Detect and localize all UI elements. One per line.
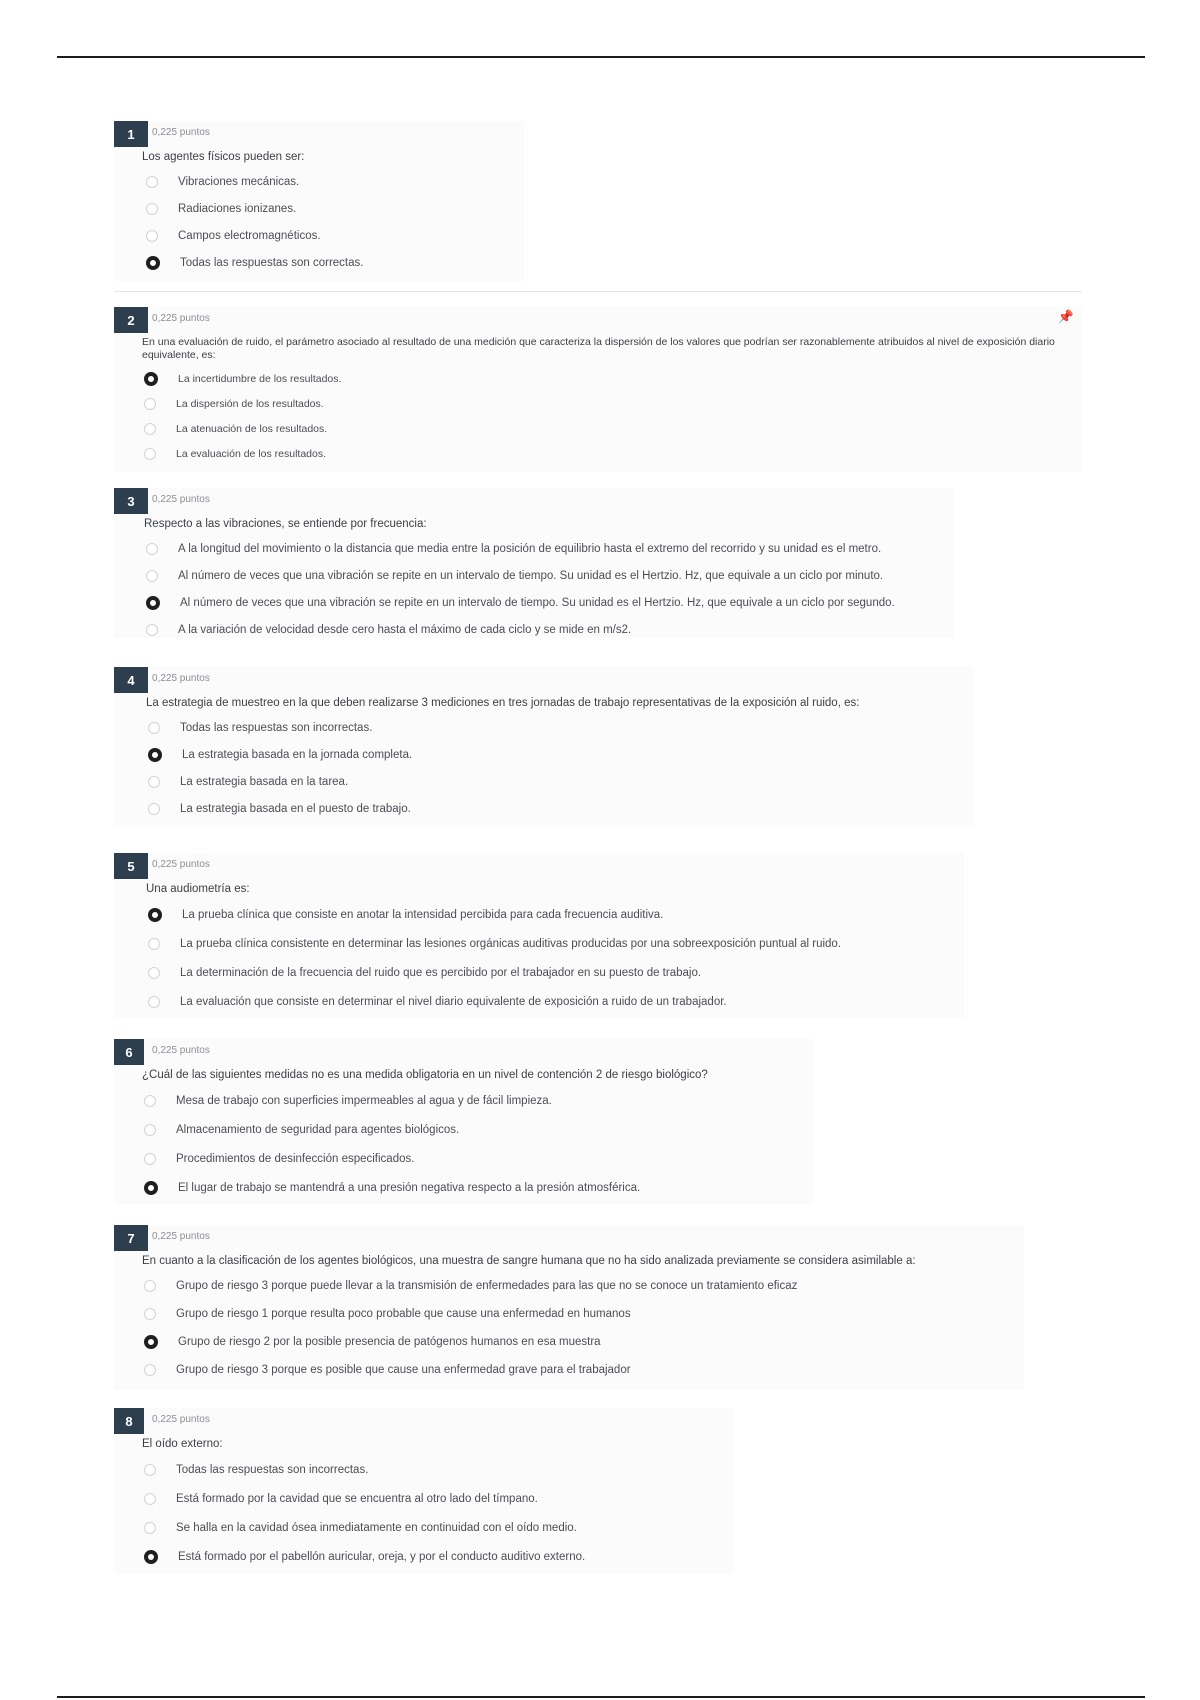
answer-option[interactable] — [114, 1455, 734, 1484]
answer-label: La estrategia basada en la tarea. — [180, 775, 349, 788]
radio-button[interactable] — [148, 803, 160, 815]
answer-option[interactable] — [114, 416, 1082, 441]
question-1 — [114, 121, 524, 281]
answer-option[interactable] — [114, 366, 1082, 391]
question-5 — [114, 853, 964, 1018]
answer-label: Todas las respuestas son correctas. — [180, 256, 364, 269]
answer-label: Vibraciones mecánicas. — [178, 175, 300, 188]
question-7 — [114, 1225, 1024, 1390]
answer-option[interactable] — [114, 249, 524, 276]
answer-label: Todas las respuestas son incorrectas. — [176, 1463, 369, 1476]
answer-option[interactable] — [114, 1086, 814, 1115]
answer-label: La dispersión de los resultados. — [176, 397, 324, 410]
bottom-rule — [57, 1696, 1145, 1698]
answer-option[interactable] — [114, 929, 964, 958]
question-number: 3 — [114, 488, 148, 514]
question-number: 1 — [114, 121, 148, 147]
question-number: 5 — [114, 853, 148, 879]
question-number: 6 — [114, 1039, 144, 1065]
question-points: 0,225 puntos — [152, 859, 210, 870]
question-text: Una audiometría es: — [146, 883, 250, 895]
answer-option[interactable] — [114, 222, 524, 249]
radio-button[interactable] — [148, 967, 160, 979]
answer-label: Al número de veces que una vibración se repite en un intervalo de tiempo. Su unidad es el Hertzio. Hz, que equivale a un ciclo por minuto. — [178, 569, 884, 582]
question-points: 0,225 puntos — [152, 1045, 210, 1056]
answer-option[interactable] — [114, 1484, 734, 1513]
answer-label: Campos electromagnéticos. — [178, 229, 321, 242]
answer-label: Radiaciones ionizanes. — [178, 202, 297, 215]
answer-option[interactable] — [114, 795, 974, 822]
question-text: La estrategia de muestreo en la que deben realizarse 3 mediciones en tres jornadas de trabajo representativas de la exposición al ruido, es: — [146, 697, 860, 709]
answer-option[interactable] — [114, 441, 1082, 466]
radio-button[interactable] — [146, 230, 158, 242]
question-number: 7 — [114, 1225, 148, 1251]
answer-label: Todas las respuestas son incorrectas. — [180, 721, 373, 734]
top-rule — [57, 56, 1145, 58]
radio-button[interactable] — [144, 1464, 156, 1476]
answer-label: A la variación de velocidad desde cero hasta el máximo de cada ciclo y se mide en m/s2. — [178, 623, 632, 636]
radio-button-selected[interactable] — [146, 256, 160, 270]
answer-option[interactable] — [114, 1272, 1024, 1300]
answer-option[interactable] — [114, 741, 974, 768]
question-number: 2 — [114, 307, 148, 333]
answer-label: Está formado por el pabellón auricular, oreja, y por el conducto auditivo externo. — [178, 1550, 586, 1563]
answer-label: La incertidumbre de los resultados. — [178, 372, 342, 385]
answer-label: La prueba clínica que consiste en anotar la intensidad percibida para cada frecuencia auditiva. — [182, 908, 664, 921]
radio-button-selected[interactable] — [146, 596, 160, 610]
answer-label: Mesa de trabajo con superficies impermeables al agua y de fácil limpieza. — [176, 1094, 552, 1107]
radio-button[interactable] — [144, 1095, 156, 1107]
answer-label: Procedimientos de desinfección especificados. — [176, 1152, 415, 1165]
question-points: 0,225 puntos — [152, 127, 210, 138]
answer-label: La evaluación de los resultados. — [176, 447, 327, 460]
radio-button[interactable] — [144, 398, 156, 410]
question-6 — [114, 1039, 814, 1204]
question-4 — [114, 667, 974, 827]
radio-button[interactable] — [144, 1364, 156, 1376]
answer-label: La evaluación que consiste en determinar el nivel diario equivalente de exposición a ruido de un trabajador. — [180, 995, 727, 1008]
answer-option[interactable] — [114, 900, 964, 929]
radio-button[interactable] — [148, 776, 160, 788]
question-3 — [114, 488, 954, 638]
answer-label: La determinación de la frecuencia del ruido que es percibido por el trabajador en su puesto de trabajo. — [180, 966, 702, 979]
answer-label: El lugar de trabajo se mantendrá a una presión negativa respecto a la presión atmosférica. — [178, 1181, 641, 1194]
question-text: En una evaluación de ruido, el parámetro asociado al resultado de una medición que caracteriza la dispersión de los valores que podrían ser razonablemente atribuidos al nivel de exposición diario equivalente, es: — [142, 336, 1055, 361]
radio-button-selected[interactable] — [144, 1181, 158, 1195]
question-text: Respecto a las vibraciones, se entiende por frecuencia: — [144, 518, 427, 530]
answer-option[interactable] — [114, 714, 974, 741]
radio-button[interactable] — [144, 448, 156, 460]
radio-button[interactable] — [144, 1493, 156, 1505]
answer-label: Está formado por la cavidad que se encuentra al otro lado del tímpano. — [176, 1492, 538, 1505]
answer-option[interactable] — [114, 987, 964, 1016]
question-2 — [114, 307, 1082, 472]
radio-button[interactable] — [148, 722, 160, 734]
radio-button[interactable] — [146, 543, 158, 555]
question-number: 8 — [114, 1408, 144, 1434]
radio-button-selected[interactable] — [144, 1335, 158, 1349]
question-number: 4 — [114, 667, 148, 693]
answer-option[interactable] — [114, 1300, 1024, 1328]
radio-button[interactable] — [148, 938, 160, 950]
question-text: ¿Cuál de las siguientes medidas no es una medida obligatoria en un nivel de contención 2 de riesgo biológico? — [142, 1069, 708, 1081]
answer-option[interactable] — [114, 1356, 1024, 1384]
radio-button[interactable] — [148, 996, 160, 1008]
answer-label: Grupo de riesgo 1 porque resulta poco probable que cause una enfermedad en humanos — [176, 1308, 631, 1320]
answer-label: La estrategia basada en la jornada completa. — [182, 748, 413, 761]
question-8 — [114, 1408, 734, 1573]
answer-label: La atenuación de los resultados. — [176, 422, 328, 435]
answer-option[interactable] — [114, 562, 954, 589]
answer-option[interactable] — [114, 1115, 814, 1144]
question-text: El oído externo: — [142, 1438, 223, 1450]
answer-option[interactable] — [114, 535, 954, 562]
answer-label: Grupo de riesgo 2 por la posible presencia de patógenos humanos en esa muestra — [178, 1336, 601, 1348]
radio-button[interactable] — [144, 1153, 156, 1165]
answer-option[interactable] — [114, 1513, 734, 1542]
answer-option[interactable] — [114, 616, 954, 643]
radio-button[interactable] — [144, 1280, 156, 1292]
radio-button[interactable] — [146, 203, 158, 215]
answer-option[interactable] — [114, 1144, 814, 1173]
radio-button[interactable] — [146, 624, 158, 636]
radio-button[interactable] — [144, 423, 156, 435]
answer-label: A la longitud del movimiento o la distancia que media entre la posición de equilibrio hasta el extremo del recorrido y su unidad es el metro. — [178, 542, 882, 555]
answer-option[interactable] — [114, 168, 524, 195]
answer-label: La estrategia basada en el puesto de trabajo. — [180, 802, 411, 815]
answer-option[interactable] — [114, 768, 974, 795]
radio-button[interactable] — [144, 1308, 156, 1320]
radio-button-selected[interactable] — [144, 372, 158, 386]
question-text: Los agentes físicos pueden ser: — [142, 151, 305, 163]
answer-option[interactable] — [114, 1542, 734, 1571]
radio-button-selected[interactable] — [148, 908, 162, 922]
answer-label: Grupo de riesgo 3 porque puede llevar a la transmisión de enfermedades para las que no se conoce un tratamiento eficaz — [176, 1280, 798, 1292]
radio-button[interactable] — [144, 1124, 156, 1136]
answer-option[interactable] — [114, 1328, 1024, 1356]
answer-label: Al número de veces que una vibración se repite en un intervalo de tiempo. Su unidad es el Hertzio. Hz, que equivale a un ciclo por segundo. — [180, 596, 895, 609]
question-text: En cuanto a la clasificación de los agentes biológicos, una muestra de sangre humana que no ha sido analizada previamente se considera asimilable a: — [142, 1255, 916, 1267]
question-points: 0,225 puntos — [152, 1414, 210, 1425]
answer-option[interactable] — [114, 958, 964, 987]
radio-button[interactable] — [146, 176, 158, 188]
question-points: 0,225 puntos — [152, 494, 210, 505]
question-points: 0,225 puntos — [152, 313, 210, 324]
answer-option[interactable] — [114, 589, 954, 616]
answer-label: Almacenamiento de seguridad para agentes biológicos. — [176, 1123, 460, 1136]
question-divider — [114, 291, 1082, 292]
pin-icon[interactable]: 📌 — [1057, 309, 1074, 324]
radio-button-selected[interactable] — [148, 748, 162, 762]
question-points: 0,225 puntos — [152, 673, 210, 684]
answer-label: Se halla en la cavidad ósea inmediatamente en continuidad con el oído medio. — [176, 1521, 577, 1534]
answer-option[interactable] — [114, 195, 524, 222]
radio-button[interactable] — [146, 570, 158, 582]
answer-label: Grupo de riesgo 3 porque es posible que cause una enfermedad grave para el trabajador — [176, 1364, 631, 1376]
answer-label: La prueba clínica consistente en determinar las lesiones orgánicas auditivas producidas por una sobreexposición puntual al ruido. — [180, 937, 842, 950]
radio-button[interactable] — [144, 1522, 156, 1534]
radio-button-selected[interactable] — [144, 1550, 158, 1564]
answer-option[interactable] — [114, 1173, 814, 1202]
question-points: 0,225 puntos — [152, 1231, 210, 1242]
answer-option[interactable] — [114, 391, 1082, 416]
